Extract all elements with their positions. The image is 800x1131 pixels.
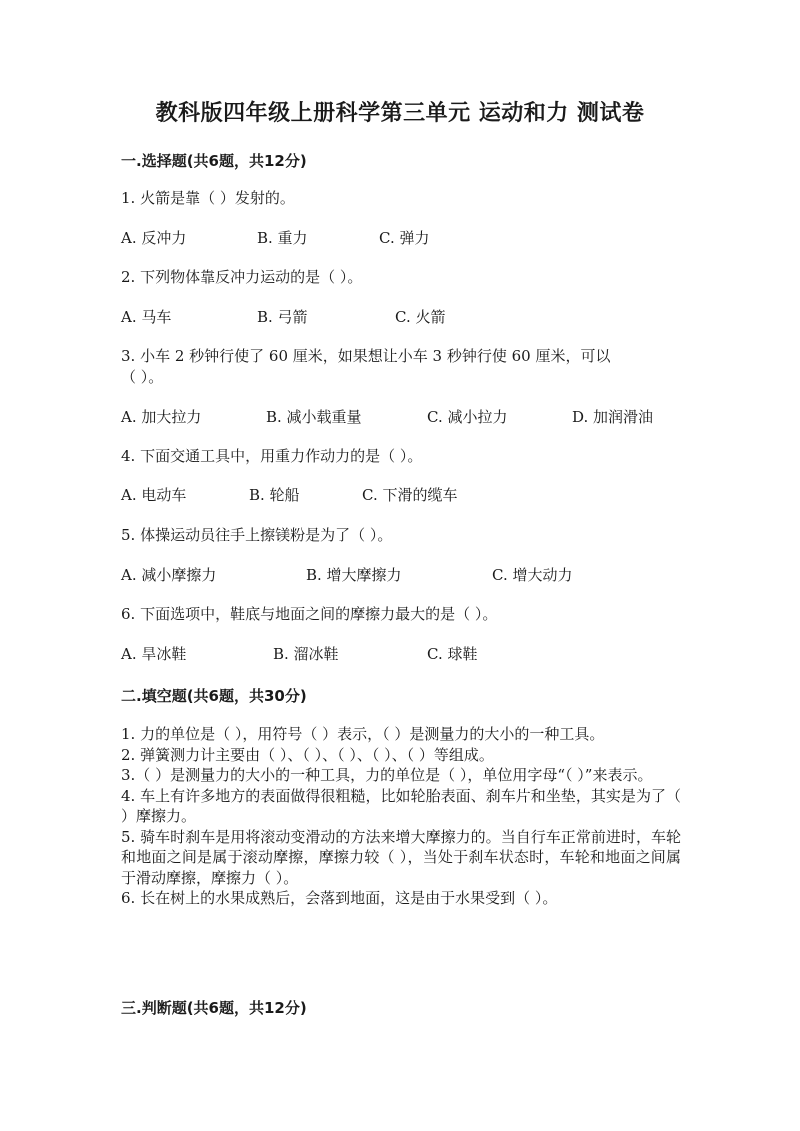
option: C. 减小拉力 (427, 408, 508, 426)
page-title: 教科版四年级上册科学第三单元 运动和力 测试卷 (155, 101, 645, 126)
question-stem: 6. 下面选项中，鞋底与地面之间的摩擦力最大的是（ ）。 (121, 605, 498, 623)
option: B. 轮船 (249, 486, 300, 504)
options-row (121, 644, 681, 665)
options-row (121, 407, 681, 428)
section-heading-judge: 三.判断题(共6题，共12分) (121, 999, 307, 1017)
question-stem: 1. 火箭是靠（ ）发射的。 (121, 189, 295, 207)
option: A. 减小摩擦力 (121, 566, 217, 584)
question-stem: 3. 小车 2 秒钟行使了 60 厘米，如果想让小车 3 秒钟行使 60 厘米，可以 (121, 347, 611, 365)
fill-question: 6. 长在树上的水果成熟后，会落到地面，这是由于水果受到（ ）。 (121, 889, 558, 907)
option: B. 溜冰鞋 (273, 645, 339, 663)
option: A. 旱冰鞋 (121, 645, 187, 663)
options-row (121, 307, 681, 328)
options-row (121, 228, 681, 249)
option: A. 电动车 (121, 486, 187, 504)
fill-question: 4. 车上有许多地方的表面做得很粗糙，比如轮胎表面、刹车片和坐垫，其实是为了（ ）摩擦力。 (121, 786, 681, 825)
question-stem: 4. 下面交通工具中，用重力作动力的是（ ）。 (121, 447, 423, 465)
option: B. 弓箭 (257, 308, 308, 326)
option: B. 增大摩擦力 (306, 566, 402, 584)
option: B. 减小载重量 (266, 408, 362, 426)
option: A. 马车 (121, 308, 172, 326)
option: C. 球鞋 (427, 645, 478, 663)
option: A. 加大拉力 (121, 408, 202, 426)
option: B. 重力 (257, 229, 308, 247)
options-row (121, 485, 681, 506)
option: C. 弹力 (379, 229, 430, 247)
question-stem-continued: （ ）。 (121, 368, 164, 386)
section-heading-choice: 一.选择题(共6题，共12分) (121, 152, 307, 170)
option: C. 火箭 (395, 308, 446, 326)
option: C. 增大动力 (492, 566, 573, 584)
question-stem: 2. 下列物体靠反冲力运动的是（ ）。 (121, 268, 363, 286)
fill-question: 1. 力的单位是（ ），用符号（ ）表示，（ ）是测量力的大小的一种工具。 (121, 725, 605, 743)
option: C. 下滑的缆车 (362, 486, 458, 504)
fill-question: 5. 骑车时刹车是用将滚动变滑动的方法来增大摩擦力的。当自行车正常前进时，车轮和地面之间是属于滚动摩擦，摩擦力较（ ），当处于刹车状态时，车轮和地面之间属于滑动摩擦，摩擦力（ ）。 (121, 827, 681, 887)
option: D. 加润滑油 (572, 408, 654, 426)
section-heading-fill: 二.填空题(共6题，共30分) (121, 687, 307, 705)
question-stem: 5. 体操运动员往手上擦镁粉是为了（ ）。 (121, 526, 393, 544)
option: A. 反冲力 (121, 229, 187, 247)
fill-question: 3.（ ）是测量力的大小的一种工具，力的单位是（ ），单位用字母“（ ）”来表示。 (121, 766, 653, 784)
options-row (121, 565, 681, 586)
fill-in-questions (121, 724, 681, 909)
fill-question: 2. 弹簧测力计主要由（ ）、（ ）、（ ）、（ ）、（ ）等组成。 (121, 745, 494, 764)
